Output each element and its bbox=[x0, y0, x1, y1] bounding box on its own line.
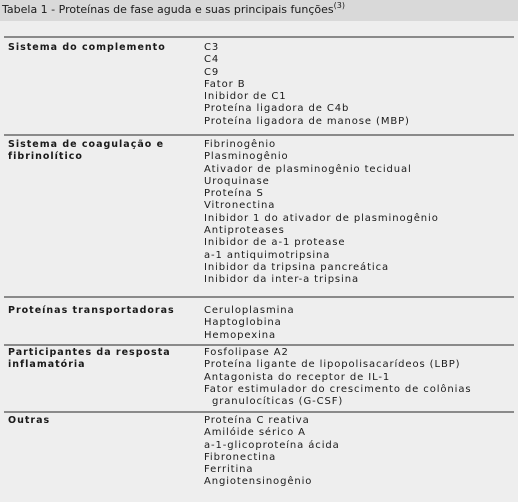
table-top-rule bbox=[4, 36, 514, 38]
items-complemento bbox=[204, 42, 410, 128]
list-item: Antagonista do receptor de IL-1 bbox=[204, 371, 391, 383]
list-item: Proteína S bbox=[204, 188, 264, 200]
protein-table bbox=[0, 21, 518, 502]
list-item: Plasminogênio bbox=[204, 151, 289, 163]
list-item: Fibrinogênio bbox=[204, 139, 277, 150]
list-item: Inibidor de C1 bbox=[204, 91, 287, 103]
list-item: Inibidor 1 do ativador de plasminogênio bbox=[204, 212, 439, 224]
group-divider bbox=[4, 134, 514, 136]
list-item: Haptoglobina bbox=[204, 317, 282, 329]
list-item: Ferritina bbox=[204, 464, 254, 476]
category-transportadoras: Proteínas transportadoras bbox=[8, 305, 175, 316]
list-item: Inibidor de a-1 protease bbox=[204, 237, 346, 249]
list-item: Ceruloplasmina bbox=[204, 305, 295, 316]
list-item: Fator B bbox=[204, 78, 246, 90]
items-outras bbox=[204, 415, 340, 489]
list-item: Fosfolipase A2 bbox=[204, 347, 289, 358]
list-item: Hemopexina bbox=[204, 329, 277, 341]
list-item: Amilóide sérico A bbox=[204, 427, 306, 439]
items-coagulacao bbox=[204, 139, 439, 287]
list-item: Uroquinase bbox=[204, 175, 270, 187]
group-divider bbox=[4, 411, 514, 413]
list-item: Proteína C reativa bbox=[204, 415, 310, 426]
list-item: C9 bbox=[204, 66, 220, 78]
items-inflamatoria bbox=[204, 347, 471, 408]
list-item: Vitronectina bbox=[204, 200, 276, 212]
list-item: Proteína ligante de lipopolisacarídeos (LBP) bbox=[204, 359, 461, 371]
category-outras: Outras bbox=[8, 415, 51, 426]
list-item: Antiproteases bbox=[204, 225, 285, 237]
list-item: Proteína ligadora de manose (MBP) bbox=[204, 115, 410, 127]
list-item: granulocíticas (G-CSF) bbox=[212, 396, 344, 408]
group-divider bbox=[4, 296, 514, 298]
list-item: Ativador de plasminogênio tecidual bbox=[204, 163, 412, 175]
list-item: Fibronectina bbox=[204, 451, 277, 463]
list-item: Fator estimulador do crescimento de colônias bbox=[204, 383, 472, 395]
list-item: Angiotensinogênio bbox=[204, 476, 313, 488]
list-item: C4 bbox=[204, 54, 220, 66]
table-caption bbox=[0, 0, 518, 21]
list-item: Inibidor da tripsina pancreática bbox=[204, 261, 390, 273]
category-coagulacao: Sistema de coagulação e fibrinolítico bbox=[8, 139, 165, 162]
items-transportadoras bbox=[204, 305, 295, 342]
category-inflamatoria: Participantes da resposta inflamatória bbox=[8, 347, 171, 370]
caption-reference: (3) bbox=[333, 1, 345, 10]
list-item: C3 bbox=[204, 42, 220, 53]
list-item: a-1 antiquimotripsina bbox=[204, 249, 331, 261]
list-item: a-1-glicoproteína ácida bbox=[204, 439, 340, 451]
list-item: Inibidor da inter-a tripsina bbox=[204, 274, 359, 286]
category-complemento: Sistema do complemento bbox=[8, 42, 166, 53]
caption-text: Tabela 1 - Proteínas de fase aguda e suas principais funções bbox=[2, 3, 334, 16]
list-item: Proteína ligadora de C4b bbox=[204, 103, 350, 115]
group-divider bbox=[4, 344, 514, 346]
